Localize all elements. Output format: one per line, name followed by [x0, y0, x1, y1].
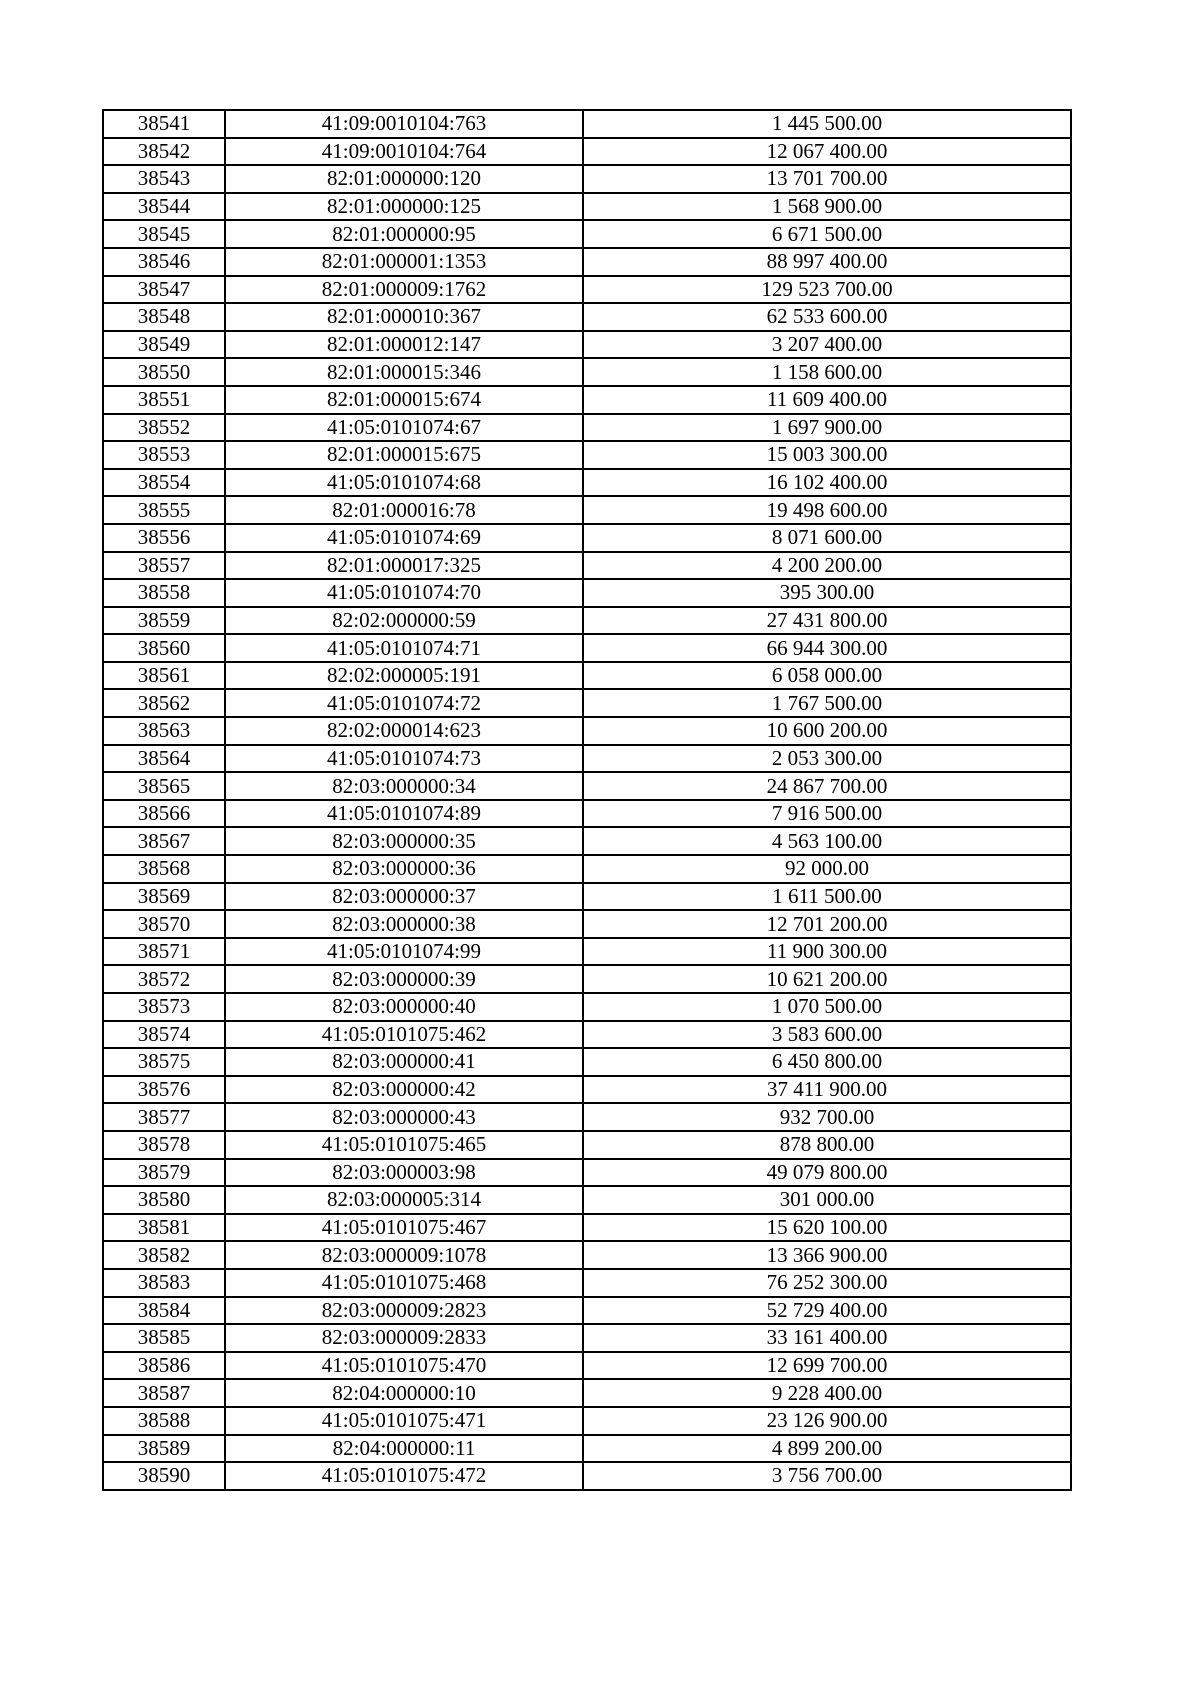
table-row	[103, 800, 1071, 828]
value-cell: 62 533 600.00	[583, 303, 1071, 331]
row-number-cell: 38562	[103, 689, 225, 717]
row-number-cell: 38569	[103, 883, 225, 911]
row-number-cell: 38546	[103, 248, 225, 276]
value-cell: 2 053 300.00	[583, 745, 1071, 773]
value-cell: 3 583 600.00	[583, 1021, 1071, 1049]
value-cell: 1 445 500.00	[583, 110, 1071, 138]
cadastral-number-cell: 41:05:0101075:462	[225, 1021, 583, 1049]
value-cell: 4 200 200.00	[583, 552, 1071, 580]
row-number-cell: 38547	[103, 276, 225, 304]
cadastral-number-cell: 82:03:000000:41	[225, 1048, 583, 1076]
cadastral-number-cell: 82:03:000000:35	[225, 827, 583, 855]
table-row	[103, 303, 1071, 331]
value-cell: 9 228 400.00	[583, 1379, 1071, 1407]
row-number-cell: 38542	[103, 138, 225, 166]
value-cell: 23 126 900.00	[583, 1407, 1071, 1435]
cadastral-number-cell: 82:03:000003:98	[225, 1159, 583, 1187]
row-number-cell: 38576	[103, 1076, 225, 1104]
cadastral-number-cell: 82:04:000000:11	[225, 1435, 583, 1463]
table-row	[103, 496, 1071, 524]
value-cell: 7 916 500.00	[583, 800, 1071, 828]
row-number-cell: 38548	[103, 303, 225, 331]
value-cell: 6 058 000.00	[583, 662, 1071, 690]
row-number-cell: 38582	[103, 1241, 225, 1269]
cadastral-number-cell: 41:05:0101074:69	[225, 524, 583, 552]
value-cell: 16 102 400.00	[583, 469, 1071, 497]
value-cell: 1 697 900.00	[583, 414, 1071, 442]
row-number-cell: 38567	[103, 827, 225, 855]
value-cell: 13 366 900.00	[583, 1241, 1071, 1269]
cadastral-number-cell: 41:05:0101075:470	[225, 1352, 583, 1380]
table-row	[103, 1241, 1071, 1269]
row-number-cell: 38584	[103, 1297, 225, 1325]
cadastral-number-cell: 82:04:000000:10	[225, 1379, 583, 1407]
value-cell: 6 450 800.00	[583, 1048, 1071, 1076]
row-number-cell: 38552	[103, 414, 225, 442]
row-number-cell: 38590	[103, 1462, 225, 1490]
table-row	[103, 165, 1071, 193]
table-row	[103, 993, 1071, 1021]
row-number-cell: 38558	[103, 579, 225, 607]
cadastral-number-cell: 41:05:0101074:89	[225, 800, 583, 828]
row-number-cell: 38583	[103, 1269, 225, 1297]
table-row	[103, 1407, 1071, 1435]
row-number-cell: 38568	[103, 855, 225, 883]
table-row	[103, 220, 1071, 248]
row-number-cell: 38571	[103, 938, 225, 966]
table-row	[103, 441, 1071, 469]
table-row	[103, 717, 1071, 745]
table-row	[103, 110, 1071, 138]
table-row	[103, 745, 1071, 773]
row-number-cell: 38564	[103, 745, 225, 773]
cadastral-number-cell: 82:01:000010:367	[225, 303, 583, 331]
row-number-cell: 38579	[103, 1159, 225, 1187]
cadastral-number-cell: 41:09:0010104:763	[225, 110, 583, 138]
cadastral-number-cell: 82:03:000000:42	[225, 1076, 583, 1104]
row-number-cell: 38581	[103, 1214, 225, 1242]
value-cell: 12 699 700.00	[583, 1352, 1071, 1380]
row-number-cell: 38557	[103, 552, 225, 580]
cadastral-number-cell: 82:01:000012:147	[225, 331, 583, 359]
row-number-cell: 38563	[103, 717, 225, 745]
table-row	[103, 552, 1071, 580]
value-cell: 878 800.00	[583, 1131, 1071, 1159]
value-cell: 3 756 700.00	[583, 1462, 1071, 1490]
table-row	[103, 1131, 1071, 1159]
row-number-cell: 38559	[103, 607, 225, 635]
table-row	[103, 276, 1071, 304]
row-number-cell: 38561	[103, 662, 225, 690]
table-row	[103, 827, 1071, 855]
table-row	[103, 1324, 1071, 1352]
row-number-cell: 38580	[103, 1186, 225, 1214]
value-cell: 1 568 900.00	[583, 193, 1071, 221]
table-row	[103, 1186, 1071, 1214]
value-cell: 27 431 800.00	[583, 607, 1071, 635]
table-row	[103, 524, 1071, 552]
value-cell: 1 158 600.00	[583, 358, 1071, 386]
cadastral-number-cell: 82:03:000000:39	[225, 965, 583, 993]
value-cell: 1 767 500.00	[583, 689, 1071, 717]
table-row	[103, 1159, 1071, 1187]
table-row	[103, 469, 1071, 497]
value-cell: 4 563 100.00	[583, 827, 1071, 855]
cadastral-number-cell: 82:01:000009:1762	[225, 276, 583, 304]
row-number-cell: 38587	[103, 1379, 225, 1407]
value-cell: 301 000.00	[583, 1186, 1071, 1214]
value-cell: 12 701 200.00	[583, 910, 1071, 938]
cadastral-number-cell: 82:03:000000:43	[225, 1103, 583, 1131]
value-cell: 6 671 500.00	[583, 220, 1071, 248]
table-row	[103, 607, 1071, 635]
row-number-cell: 38572	[103, 965, 225, 993]
table-row	[103, 1462, 1071, 1490]
table-row	[103, 1214, 1071, 1242]
table-row	[103, 414, 1071, 442]
table-row	[103, 579, 1071, 607]
row-number-cell: 38556	[103, 524, 225, 552]
row-number-cell: 38574	[103, 1021, 225, 1049]
value-cell: 66 944 300.00	[583, 634, 1071, 662]
value-cell: 15 620 100.00	[583, 1214, 1071, 1242]
cadastral-number-cell: 41:05:0101074:73	[225, 745, 583, 773]
value-cell: 49 079 800.00	[583, 1159, 1071, 1187]
value-cell: 932 700.00	[583, 1103, 1071, 1131]
cadastral-number-cell: 82:02:000005:191	[225, 662, 583, 690]
table-row	[103, 1076, 1071, 1104]
cadastral-number-cell: 82:01:000015:675	[225, 441, 583, 469]
cadastral-number-cell: 82:01:000000:120	[225, 165, 583, 193]
table-row	[103, 1435, 1071, 1463]
cadastral-number-cell: 82:03:000000:34	[225, 772, 583, 800]
cadastral-number-cell: 41:05:0101075:471	[225, 1407, 583, 1435]
value-cell: 395 300.00	[583, 579, 1071, 607]
table-row	[103, 965, 1071, 993]
value-cell: 13 701 700.00	[583, 165, 1071, 193]
table-row	[103, 386, 1071, 414]
value-cell: 10 600 200.00	[583, 717, 1071, 745]
table-row	[103, 855, 1071, 883]
cadastral-number-cell: 82:03:000000:38	[225, 910, 583, 938]
value-cell: 76 252 300.00	[583, 1269, 1071, 1297]
cadastral-number-cell: 41:05:0101074:68	[225, 469, 583, 497]
cadastral-number-cell: 41:05:0101075:468	[225, 1269, 583, 1297]
table-row	[103, 138, 1071, 166]
row-number-cell: 38544	[103, 193, 225, 221]
value-cell: 1 070 500.00	[583, 993, 1071, 1021]
value-cell: 19 498 600.00	[583, 496, 1071, 524]
table-body	[103, 110, 1071, 1490]
cadastral-number-cell: 41:05:0101074:70	[225, 579, 583, 607]
table-row	[103, 193, 1071, 221]
cadastral-number-cell: 82:03:000000:36	[225, 855, 583, 883]
row-number-cell: 38578	[103, 1131, 225, 1159]
value-cell: 10 621 200.00	[583, 965, 1071, 993]
table-row	[103, 248, 1071, 276]
value-cell: 52 729 400.00	[583, 1297, 1071, 1325]
cadastral-number-cell: 41:05:0101074:99	[225, 938, 583, 966]
table-row	[103, 1352, 1071, 1380]
cadastral-number-cell: 82:01:000015:346	[225, 358, 583, 386]
table-row	[103, 910, 1071, 938]
row-number-cell: 38575	[103, 1048, 225, 1076]
table-row	[103, 689, 1071, 717]
row-number-cell: 38588	[103, 1407, 225, 1435]
row-number-cell: 38549	[103, 331, 225, 359]
cadastral-number-cell: 82:03:000009:2823	[225, 1297, 583, 1325]
row-number-cell: 38550	[103, 358, 225, 386]
cadastral-number-cell: 82:03:000009:1078	[225, 1241, 583, 1269]
cadastral-number-cell: 82:03:000009:2833	[225, 1324, 583, 1352]
row-number-cell: 38541	[103, 110, 225, 138]
cadastral-number-cell: 82:03:000000:40	[225, 993, 583, 1021]
row-number-cell: 38543	[103, 165, 225, 193]
row-number-cell: 38589	[103, 1435, 225, 1463]
cadastral-number-cell: 82:01:000001:1353	[225, 248, 583, 276]
row-number-cell: 38554	[103, 469, 225, 497]
cadastral-number-cell: 41:05:0101075:467	[225, 1214, 583, 1242]
row-number-cell: 38551	[103, 386, 225, 414]
cadastral-number-cell: 82:03:000005:314	[225, 1186, 583, 1214]
value-cell: 1 611 500.00	[583, 883, 1071, 911]
row-number-cell: 38577	[103, 1103, 225, 1131]
value-cell: 88 997 400.00	[583, 248, 1071, 276]
cadastral-number-cell: 82:01:000016:78	[225, 496, 583, 524]
table-row	[103, 358, 1071, 386]
table-row	[103, 331, 1071, 359]
table-row	[103, 1379, 1071, 1407]
cadastral-number-cell: 82:03:000000:37	[225, 883, 583, 911]
row-number-cell: 38565	[103, 772, 225, 800]
value-cell: 12 067 400.00	[583, 138, 1071, 166]
value-cell: 24 867 700.00	[583, 772, 1071, 800]
table-row	[103, 1269, 1071, 1297]
value-cell: 3 207 400.00	[583, 331, 1071, 359]
table-row	[103, 938, 1071, 966]
value-cell: 11 609 400.00	[583, 386, 1071, 414]
table-row	[103, 772, 1071, 800]
row-number-cell: 38585	[103, 1324, 225, 1352]
cadastral-number-cell: 82:01:000017:325	[225, 552, 583, 580]
cadastral-value-table	[102, 109, 1072, 1491]
cadastral-number-cell: 41:05:0101074:71	[225, 634, 583, 662]
table-row	[103, 634, 1071, 662]
cadastral-number-cell: 41:09:0010104:764	[225, 138, 583, 166]
value-cell: 11 900 300.00	[583, 938, 1071, 966]
row-number-cell: 38573	[103, 993, 225, 1021]
table-row	[103, 662, 1071, 690]
row-number-cell: 38553	[103, 441, 225, 469]
value-cell: 92 000.00	[583, 855, 1071, 883]
cadastral-number-cell: 41:05:0101075:465	[225, 1131, 583, 1159]
row-number-cell: 38566	[103, 800, 225, 828]
value-cell: 15 003 300.00	[583, 441, 1071, 469]
row-number-cell: 38560	[103, 634, 225, 662]
cadastral-number-cell: 82:01:000015:674	[225, 386, 583, 414]
value-cell: 129 523 700.00	[583, 276, 1071, 304]
value-cell: 37 411 900.00	[583, 1076, 1071, 1104]
row-number-cell: 38570	[103, 910, 225, 938]
cadastral-number-cell: 82:02:000014:623	[225, 717, 583, 745]
table-row	[103, 1103, 1071, 1131]
row-number-cell: 38586	[103, 1352, 225, 1380]
value-cell: 33 161 400.00	[583, 1324, 1071, 1352]
cadastral-number-cell: 82:02:000000:59	[225, 607, 583, 635]
row-number-cell: 38545	[103, 220, 225, 248]
cadastral-number-cell: 82:01:000000:95	[225, 220, 583, 248]
table-row	[103, 1297, 1071, 1325]
value-cell: 8 071 600.00	[583, 524, 1071, 552]
table-row	[103, 883, 1071, 911]
table-row	[103, 1048, 1071, 1076]
value-cell: 4 899 200.00	[583, 1435, 1071, 1463]
row-number-cell: 38555	[103, 496, 225, 524]
cadastral-number-cell: 41:05:0101074:67	[225, 414, 583, 442]
cadastral-number-cell: 41:05:0101074:72	[225, 689, 583, 717]
table-row	[103, 1021, 1071, 1049]
cadastral-number-cell: 41:05:0101075:472	[225, 1462, 583, 1490]
cadastral-number-cell: 82:01:000000:125	[225, 193, 583, 221]
